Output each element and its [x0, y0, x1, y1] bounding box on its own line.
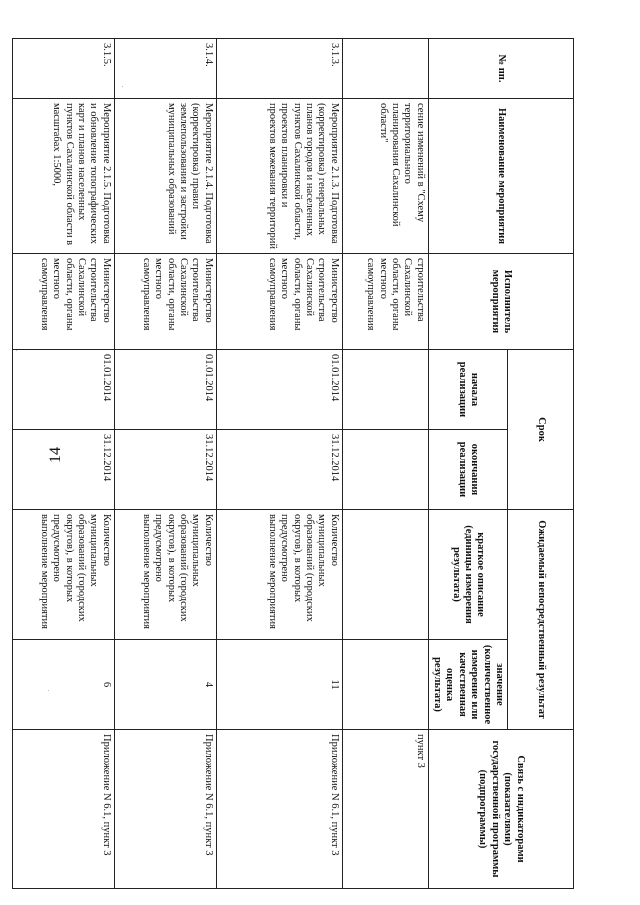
header-result-desc: краткое описание (единицы измерения результата): [428, 510, 507, 640]
cell-num: 3.1.4.: [114, 39, 216, 99]
cell-link: Приложение N 6.1, пункт 3: [114, 730, 216, 889]
header-term: Срок: [508, 350, 574, 510]
header-name: Наименование мероприятия: [428, 99, 573, 254]
cell-result-desc: Количество муниципальных образований (городских округов), в которых предусмотрено выполнение мероприятия: [12, 510, 114, 640]
table-row: [114, 39, 216, 889]
header-result-value: значение (количественное измерение или качественная оценка результата): [428, 640, 507, 730]
cell-end: 31.12.2014: [12, 430, 114, 510]
table-row: [216, 39, 342, 889]
cell-num: 3.1.5.: [12, 39, 114, 99]
header-term-end: окончания реализации: [428, 430, 507, 510]
cell-result-desc: Количество муниципальных образований (городских округов), в которых предусмотрено выполнение мероприятия: [114, 510, 216, 640]
cell-start: 01.01.2014: [216, 350, 342, 430]
cell-executor: Министерство строительства Сахалинской области, органы местного самоуправления: [12, 254, 114, 350]
cell-start: 01.01.2014: [114, 350, 216, 430]
cell-executor: Министерство строительства Сахалинской области, органы местного самоуправления: [114, 254, 216, 350]
cell-link: пункт 3: [342, 730, 428, 889]
rotated-table-container: [12, 38, 574, 889]
measures-table: [12, 38, 574, 889]
cell-executor: строительства Сахалинской области, органы местного самоуправления: [342, 254, 428, 350]
cell-result-value: 4: [114, 640, 216, 730]
page-number: 14: [47, 447, 64, 463]
cell-start: [342, 350, 428, 430]
cell-name: Мероприятие 2.1.4. Подготовка (корректировка) правил землепользования и застройки муниципальных образований: [114, 99, 216, 254]
cell-name: Мероприятие 2.1.3. Подготовка (корректировка) генеральных планов городов и населенных пунктов Сахалинской области, проектов планировки и проектов межевания территорий: [216, 99, 342, 254]
cell-link: Приложение N 6.1, пункт 3: [216, 730, 342, 889]
cell-result-value: [342, 640, 428, 730]
cell-name: Мероприятие 2.1.5. Подготовка и обновление топографических карт и планов населенных пунктов Сахалинской области в масштабах 1:5000,: [12, 99, 114, 254]
cell-end: 31.12.2014: [216, 430, 342, 510]
table-row: [342, 39, 428, 889]
cell-result-value: 11: [216, 640, 342, 730]
cell-result-desc: [342, 510, 428, 640]
cell-result-value: 6: [12, 640, 114, 730]
cell-result-desc: Количество муниципальных образований (городских округов), в которых предусмотрено выполнение мероприятия: [216, 510, 342, 640]
cell-end: [342, 430, 428, 510]
cell-name: сение изменений в "Схему территориального планирования Сахалинской области": [342, 99, 428, 254]
header-executor: Исполнитель мероприятия: [428, 254, 573, 350]
table-row: [12, 39, 114, 889]
header-num: № пп.: [428, 39, 573, 99]
cell-executor: Министерство строительства Сахалинской области, органы местного самоуправления: [216, 254, 342, 350]
cell-start: 01.01.2014: [12, 350, 114, 430]
cell-end: 31.12.2014: [114, 430, 216, 510]
cell-num: 3.1.3.: [216, 39, 342, 99]
header-row: [508, 39, 574, 889]
header-result: Ожидаемый непосредственный результат: [508, 510, 574, 730]
cell-num: [342, 39, 428, 99]
header-link: Связь с индикаторами (показателями) государственной программы (подпрограммы): [428, 730, 573, 889]
cell-link: Приложение N 6.1, пункт 3: [12, 730, 114, 889]
header-term-start: начала реализации: [428, 350, 507, 430]
